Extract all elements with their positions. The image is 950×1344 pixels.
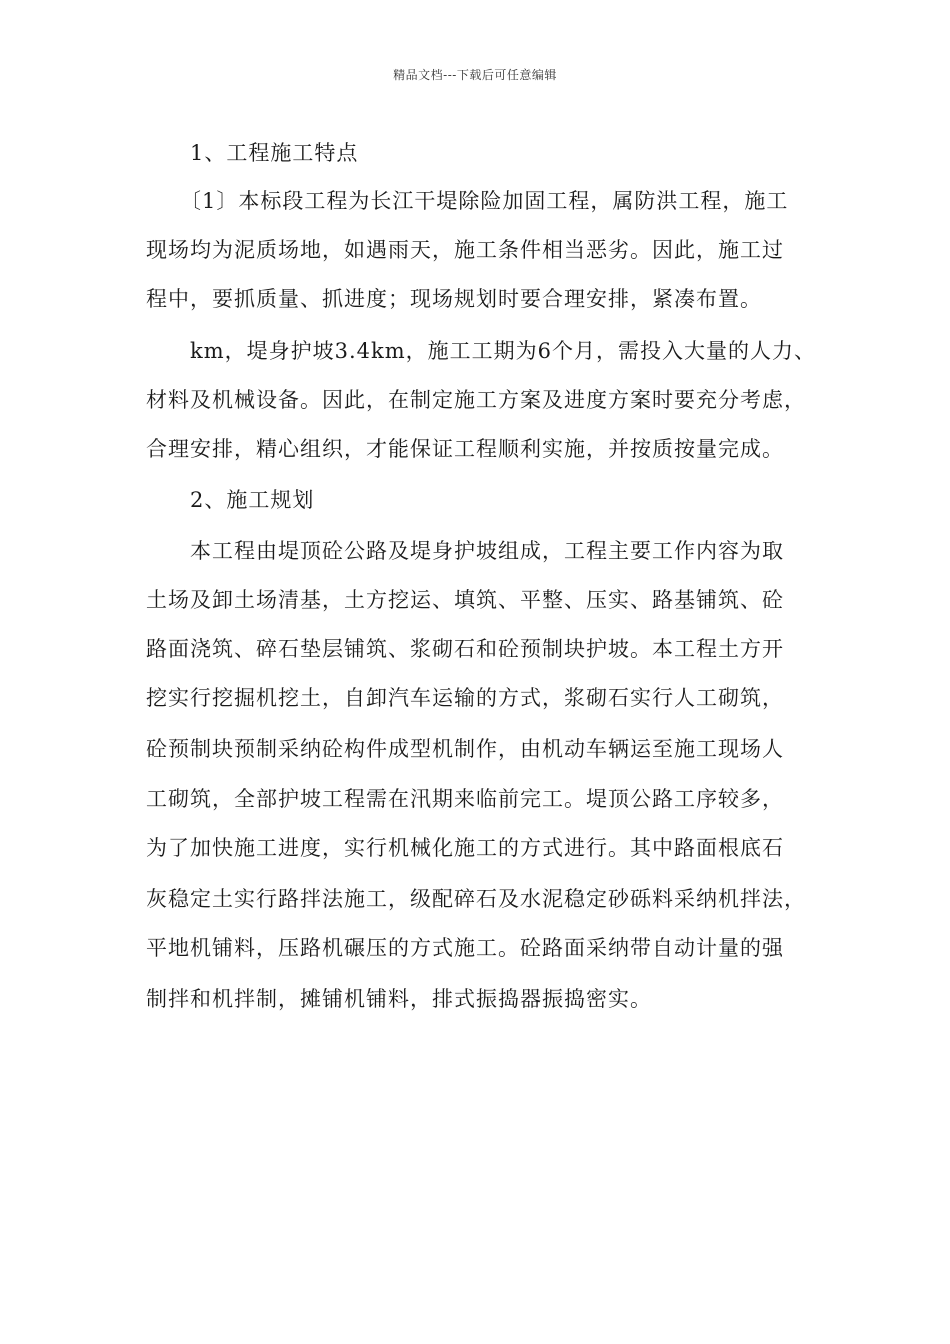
paragraph-line: 砼预制块预制采纳砼构件成型机制作，由机动车辆运至施工现场人 (146, 737, 784, 761)
section-heading-2: 2、施工规划 (190, 488, 315, 512)
paragraph-line: km，堤身护坡3.4km，施工工期为6个月，需投入大量的人力、 (190, 339, 817, 363)
paragraph-line: 为了加快施工进度，实行机械化施工的方式进行。其中路面根底石 (146, 836, 784, 860)
paragraph-line: 灰稳定土实行路拌法施工，级配碎石及水泥稳定砂砾料采纳机拌法， (146, 887, 806, 911)
paragraph-line: 工砌筑，全部护坡工程需在汛期来临前完工。堤顶公路工序较多， (146, 787, 784, 811)
paragraph-line: 〔1〕本标段工程为长江干堤除险加固工程，属防洪工程，施工 (180, 189, 789, 213)
paragraph-line: 挖实行挖掘机挖土，自卸汽车运输的方式，浆砌石实行人工砌筑， (146, 686, 784, 710)
paragraph-line: 土场及卸土场清基，土方挖运、填筑、平整、压实、路基铺筑、砼 (146, 588, 784, 612)
paragraph-line: 现场均为泥质场地，如遇雨天，施工条件相当恶劣。因此，施工过 (146, 238, 784, 262)
paragraph-line: 制拌和机拌制，摊铺机铺料，排式振捣器振捣密实。 (146, 987, 652, 1011)
page-header: 精品文档---下载后可任意编辑 (393, 68, 557, 82)
paragraph-line: 平地机铺料，压路机碾压的方式施工。砼路面采纳带自动计量的强 (146, 936, 784, 960)
paragraph-line: 路面浇筑、碎石垫层铺筑、浆砌石和砼预制块护坡。本工程土方开 (146, 637, 784, 661)
paragraph-line: 程中，要抓质量、抓进度；现场规划时要合理安排，紧凑布置。 (146, 287, 762, 311)
section-heading-1: 1、工程施工特点 (190, 141, 359, 165)
paragraph-line: 合理安排，精心组织，才能保证工程顺利实施，并按质按量完成。 (146, 437, 784, 461)
paragraph-line: 本工程由堤顶砼公路及堤身护坡组成，工程主要工作内容为取 (190, 539, 784, 563)
paragraph-line: 材料及机械设备。因此，在制定施工方案及进度方案时要充分考虑， (146, 388, 806, 412)
